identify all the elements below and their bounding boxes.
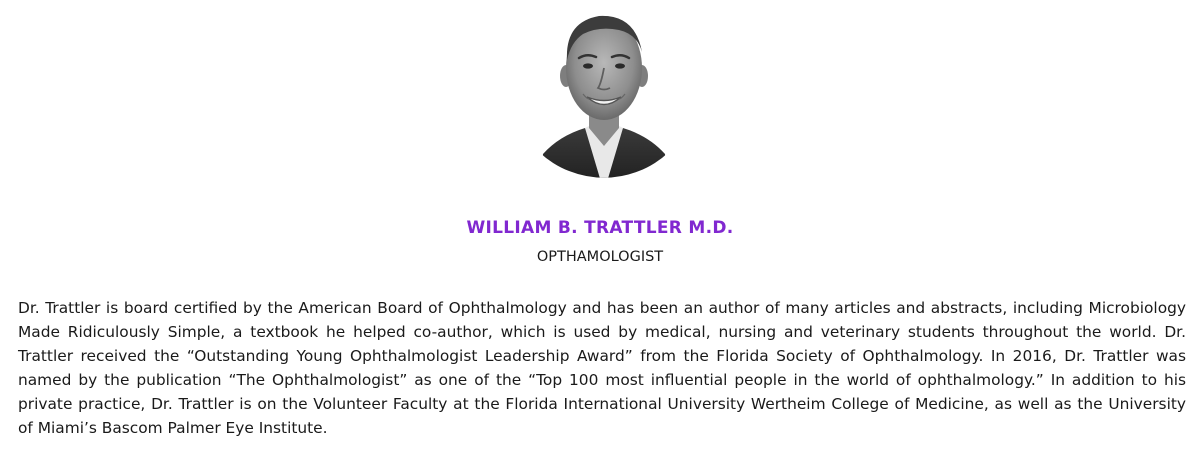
doctor-name: WILLIAM B. TRATTLER M.D. (466, 218, 734, 238)
doctor-bio: Dr. Trattler is board certified by the American Board of Ophthalmology and has been an author of many articles and abstracts, including Microbiology Made Ridiculously Simple, a textbook he helped co-author, which is used by medical, nursing and veterinary students throughout the world. Dr. Trattler received the “Outstanding Young Ophthalmologist Leadership Award” from the Florida Society of Ophthalmology. In 2016, Dr. Trattler was named by the publication “The Ophthalmologist” as one of the “Top 100 most influential people in the world of ophthalmology.” In addition to his private practice, Dr. Trattler is on the Volunteer Faculty at the Florida International University Wertheim College of Medicine, as well as the University of Miami’s Bascom Palmer Eye Institute. (18, 299, 1186, 437)
doctor-portrait-photo (539, 4, 669, 192)
doctor-role: OPTHAMOLOGIST (536, 249, 664, 265)
